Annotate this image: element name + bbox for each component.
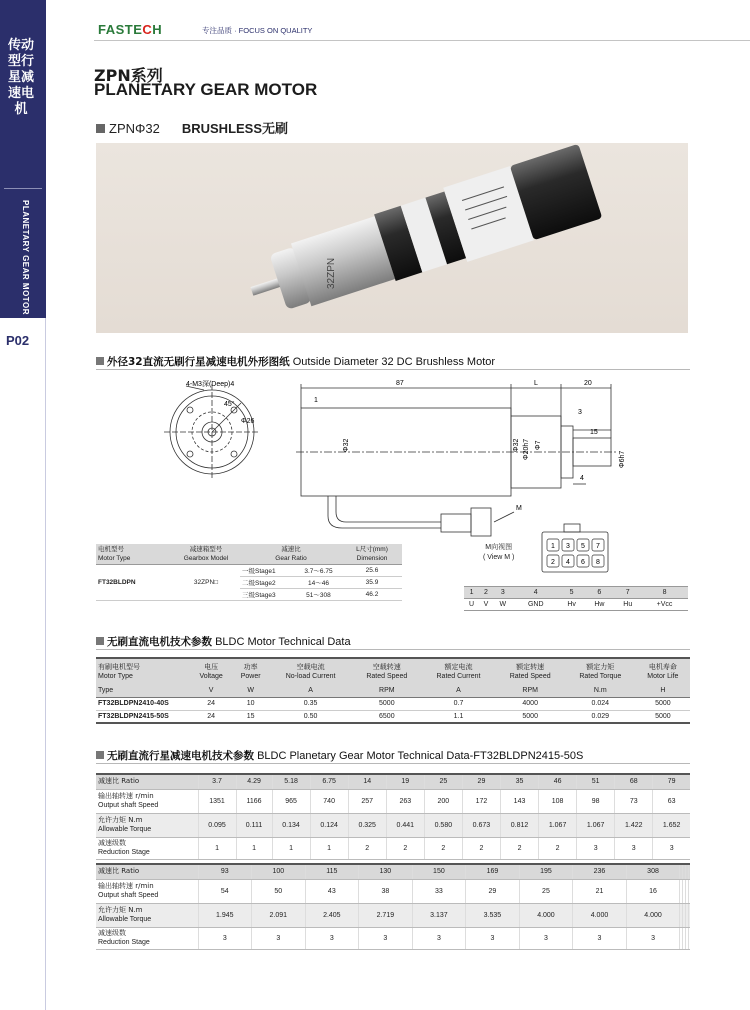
pin-label: 3 [566,543,570,550]
data-cell: 54 [198,879,252,903]
view-title-cn: M向视图 [485,544,513,551]
data-cell: 5.18 [272,774,310,789]
slogan: 专注品质 · FOCUS ON QUALITY [202,26,313,35]
header-cn: 电机型号 [98,546,124,553]
row-label-cn: 允许力矩 N.m [98,816,143,824]
header-cn: 有刷电机型号 [98,663,140,671]
data-cell: 50 [252,879,306,903]
data-cell: 2.405 [305,903,359,927]
data-cell: 169 [466,864,520,879]
data-cell: 24 [190,697,232,710]
header-en: Rated Speed [509,672,551,680]
tech-section-rule [96,649,690,650]
data-cell: 0.024 [565,697,636,710]
data-cell: 0.111 [236,813,272,837]
view-title-en: ( View M ) [483,554,515,561]
data-cell: 0.134 [272,813,310,837]
data-cell: 1351 [198,789,236,813]
header-en: Dimension [356,555,388,562]
data-cell: FT32BLDPN2410-40S [96,697,190,710]
gear-title-cn: 无刷直流行星减速电机技术参数 [107,750,254,762]
table-row [96,927,690,949]
data-cell: 6.75 [310,774,348,789]
unit-cell: A [421,684,495,697]
data-cell: 3 [198,927,252,949]
row-label-en: Allowable Torque [98,826,152,833]
pin-label: 8 [596,559,600,566]
header-cn: 空载电流 [296,663,325,671]
pin-label: 1 [551,543,555,550]
data-cell: 10 [232,697,269,710]
data-cell: 0.441 [386,813,424,837]
dim-d32a: Φ32 [343,438,350,452]
series-title-en: PLANETARY GEAR MOTOR [94,80,318,99]
header-en: Rated Torque [579,672,622,680]
series-title-cn: ZPN系列 [94,66,163,85]
dim-d32b: Φ32 [513,438,520,452]
data-cell: 4.29 [236,774,272,789]
table-row [96,565,402,577]
model-type: BRUSHLESS无刷 [181,121,289,136]
data-cell: 3 [359,927,413,949]
header-en: Motor Type [98,555,131,562]
data-cell: 2 [462,837,500,859]
table-row [96,864,690,879]
pin-label: 6 [581,559,585,566]
pin-number: 7 [614,587,641,599]
table-row [96,879,690,903]
data-cell: 33 [412,879,466,903]
pin-number: 5 [559,587,584,599]
data-cell: 3 [577,837,615,859]
pin-label: 2 [551,559,555,566]
pin-signal: W [493,599,513,611]
data-cell: 3 [252,927,306,949]
tech-title-en: BLDC Motor Technical Data [215,636,351,648]
data-cell: 308 [626,864,680,879]
gearbox-cell: 32ZPN□ [172,565,240,601]
dim-d7: Φ7 [535,440,542,450]
row-label-en: Output shaft Speed [98,892,159,899]
data-cell: 2 [424,837,462,859]
data-cell: 2 [539,837,577,859]
unit-cell: RPM [496,684,565,697]
data-cell: 4000 [496,697,565,710]
header-cn: 电压 [204,663,219,671]
dim-4: 4 [580,475,584,482]
data-cell: 73 [615,789,653,813]
data-cell: 35 [500,774,538,789]
data-cell: 0.029 [565,710,636,723]
row-label [96,927,198,949]
dim-pcd: Φ26 [241,418,255,425]
data-cell: 0.812 [500,813,538,837]
data-cell: 5000 [636,710,690,723]
data-cell: 4.000 [626,903,680,927]
dim-mount: 4-M3深(Deep)4 [186,381,235,388]
data-cell: 98 [577,789,615,813]
header-en: No-load Current [285,672,336,680]
data-cell: 4.000 [573,903,627,927]
model-name: ZPNΦ32 [109,121,160,136]
data-cell: 2 [386,837,424,859]
pin-number: 8 [641,587,688,599]
header-cn: 减速比 [281,546,301,553]
data-cell: 0.35 [269,697,352,710]
row-label-cn: 减速级数 [98,929,126,937]
pin-label: 4 [566,559,570,566]
data-cell: 2.719 [359,903,413,927]
data-cell: 79 [653,774,690,789]
row-label-en: Reduction Stage [98,939,150,946]
data-cell: 740 [310,789,348,813]
page-number: P02 [6,333,30,348]
data-cell: 14 [348,774,386,789]
data-cell: 143 [500,789,538,813]
table-row [96,774,690,789]
data-cell: 68 [615,774,653,789]
dim-cell: 46.2 [342,589,402,601]
row-label [96,837,198,859]
data-cell: 1.1 [421,710,495,723]
data-cell: 5000 [352,697,421,710]
data-cell: 29 [466,879,520,903]
data-cell: 51 [577,774,615,789]
product-photo [96,143,688,333]
data-cell: 150 [412,864,466,879]
data-cell: 29 [462,774,500,789]
data-cell: 1.422 [615,813,653,837]
data-cell: 2 [500,837,538,859]
row-label-cn: 减速级数 [98,839,126,847]
data-cell: 0.095 [198,813,236,837]
data-cell: 5000 [496,710,565,723]
logo-text-mid: C [142,22,153,37]
dim-15: 15 [590,429,598,436]
header-rule [94,40,750,41]
pin-number: 1 [464,587,479,599]
table-row [96,837,690,859]
data-cell: 1 [198,837,236,859]
data-cell: 3 [573,927,627,949]
data-cell: 965 [272,789,310,813]
sidebar-rule [45,318,46,1010]
data-cell: 200 [424,789,462,813]
data-cell: 1 [310,837,348,859]
logo-text-left: FASTE [98,22,143,37]
data-cell: 2 [348,837,386,859]
brand-logo [98,22,162,37]
unit-cell: A [269,684,352,697]
tech-title-cn: 无刷直流电机技术参数 [107,636,212,648]
data-cell: 1166 [236,789,272,813]
drawing-section-title [96,354,495,369]
pin-signal: U [464,599,479,611]
data-cell: 236 [573,864,627,879]
photo-label: 32ZPN [326,257,337,289]
data-cell: 15 [232,710,269,723]
gear-data-table-2 [96,863,690,950]
data-cell: 3 [412,927,466,949]
dim-cell: 25.6 [342,565,402,577]
row-label [96,864,198,879]
pin-signal: Hu [614,599,641,611]
data-cell: 3.7 [198,774,236,789]
table-row [96,903,690,927]
row-label-cn: 输出轴转速 r/min [98,792,154,800]
dim-1: 1 [314,397,318,404]
pin-signal: V [479,599,493,611]
sidebar [0,0,46,1010]
motor-type-cell: FT32BLDPN [96,565,172,601]
pin-table [464,586,688,611]
data-cell: 0.50 [269,710,352,723]
data-cell: 16 [626,879,680,903]
data-cell: 5000 [636,697,690,710]
data-cell: 2.091 [252,903,306,927]
row-label-cn: 输出轴转速 r/min [98,882,154,890]
dim-87: 87 [396,380,404,387]
stage-cell: 二级Stage2 [240,577,295,589]
data-cell: 3 [626,927,680,949]
gear-ratio-table [96,544,402,601]
data-cell: 21 [573,879,627,903]
dim-angle: 45° [224,401,235,408]
pin-signal: Hv [559,599,584,611]
pin-signal: +Vcc [641,599,688,611]
header-en: Motor Type [98,672,133,680]
table-header-row [96,544,402,565]
row-label [96,879,198,903]
data-cell: 115 [305,864,359,879]
drawing-title-cn: 外径32直流无刷行星减速电机外形图纸 [107,356,290,368]
data-cell: 1.067 [577,813,615,837]
data-cell: 0.124 [310,813,348,837]
data-cell: 3 [615,837,653,859]
pin-number: 3 [493,587,513,599]
data-cell: 0.580 [424,813,462,837]
data-cell [688,879,690,903]
dim-3: 3 [578,409,582,416]
sidebar-en-title: PLANETARY GEAR MOTOR [21,200,30,316]
data-cell: 172 [462,789,500,813]
data-cell: 4.000 [519,903,573,927]
data-cell [688,903,690,927]
data-cell: 63 [653,789,690,813]
dim-cell: 35.9 [342,577,402,589]
row-label-en: Allowable Torque [98,916,152,923]
data-cell: 0.7 [421,697,495,710]
pin-number: 2 [479,587,493,599]
data-cell: 108 [539,789,577,813]
data-cell: 1.067 [539,813,577,837]
table-row [96,789,690,813]
row-label [96,813,198,837]
row-label [96,789,198,813]
square-bullet-icon [96,751,104,759]
header-en: Rated Speed [366,672,408,680]
sidebar-divider [4,188,42,189]
data-cell: 38 [359,879,413,903]
unit-cell: V [190,684,232,697]
row-label-cn: 减速比 Ratio [98,867,140,876]
data-cell: 93 [198,864,252,879]
header [46,0,750,40]
data-cell [688,864,690,879]
pin-signal-row [464,599,688,611]
data-cell: 25 [424,774,462,789]
data-cell: 0.325 [348,813,386,837]
data-cell: 257 [348,789,386,813]
data-cell: 3 [519,927,573,949]
dim-20: 20 [584,380,592,387]
header-en: Gearbox Model [183,555,229,562]
drawing-section-rule [96,369,690,370]
gear-title-en: BLDC Planetary Gear Motor Technical Data-FT32BLDPN2415-50S [257,750,584,762]
ratio-cell: 51～308 [295,589,342,601]
data-cell: 1 [272,837,310,859]
header-cn: 空载转速 [372,663,401,671]
header-en: Voltage [199,672,223,680]
pin-number: 4 [513,587,559,599]
pin-label: 7 [596,543,600,550]
data-cell: 24 [190,710,232,723]
model-title [96,118,288,137]
ratio-cell: 14～46 [295,577,342,589]
table-row [96,813,690,837]
data-cell: 130 [359,864,413,879]
unit-cell: RPM [352,684,421,697]
header-en: Power [240,672,261,680]
logo-text-right: H [152,22,163,37]
row-label-en: Output shaft Speed [98,802,159,809]
motor-tech-table [96,657,690,724]
data-cell: 0.673 [462,813,500,837]
gear-section-rule [96,763,690,764]
square-bullet-icon [96,124,105,133]
pin-number-row [464,587,688,599]
data-cell: 195 [519,864,573,879]
gear-data-table-1 [96,773,690,860]
view-m-title [483,543,514,563]
unit-cell: H [636,684,690,697]
table-row [96,697,690,710]
pin-number: 6 [584,587,614,599]
header-en: Gear Ratio [275,555,307,562]
data-cell: 3.535 [466,903,520,927]
data-cell: 46 [539,774,577,789]
header-cn: 电机寿命 [648,663,677,671]
connector-icon [540,523,610,573]
gear-motor-illustration [96,143,688,333]
header-cn: 额定转速 [516,663,545,671]
data-cell: 3 [305,927,359,949]
pin-signal: Hw [584,599,614,611]
row-label [96,903,198,927]
data-cell: 263 [386,789,424,813]
connector-diagram [540,523,610,573]
dimension-drawing [96,372,690,542]
unit-cell: W [232,684,269,697]
data-cell: 1 [236,837,272,859]
dim-d20: Φ20h7 [523,438,530,460]
data-cell: 100 [252,864,306,879]
ratio-cell: 3.7～6.75 [295,565,342,577]
outline-drawing [96,372,690,542]
data-cell: 3 [466,927,520,949]
header-cn: 额定力矩 [586,663,615,671]
row-label-cn: 允许力矩 N.m [98,906,143,914]
header-cn: 功率 [243,663,258,671]
pin-label: 5 [581,543,585,550]
row-label-cn: 减速比 Ratio [98,777,140,786]
data-cell: 1.945 [198,903,252,927]
header-en: Motor Life [647,672,679,680]
square-bullet-icon [96,357,104,365]
pin-signal: GND [513,599,559,611]
data-cell: 25 [519,879,573,903]
header-cn: L尺寸(mm) [356,546,388,553]
tech-section-title [96,634,351,649]
data-cell: 1.652 [653,813,690,837]
gear-section-title [96,748,583,763]
unit-cell: Type [96,684,190,697]
header-en: Rated Current [436,672,481,680]
data-cell: 43 [305,879,359,903]
header-cn: 减速箱型号 [189,546,223,553]
data-cell: 19 [386,774,424,789]
row-label [96,774,198,789]
square-bullet-icon [96,637,104,645]
row-label-en: Reduction Stage [98,849,150,856]
sidebar-cn-title: 传动型行星减速电机 [8,38,35,117]
stage-cell: 一级Stage1 [240,565,295,577]
data-cell: 6500 [352,710,421,723]
stage-cell: 三级Stage3 [240,589,295,601]
dim-d6: Φ6h7 [619,450,626,468]
drawing-title-en: Outside Diameter 32 DC Brushless Motor [292,356,496,368]
data-cell: 3.137 [412,903,466,927]
table-row [96,710,690,723]
header-cn: 额定电流 [444,663,473,671]
table-header-row [96,658,690,684]
dim-m: M [516,505,522,512]
sidebar-panel [0,0,46,318]
data-cell: 3 [653,837,690,859]
dim-l: L [534,380,538,387]
data-cell [688,927,690,949]
unit-row [96,684,690,697]
data-cell: FT32BLDPN2415-50S [96,710,190,723]
unit-cell: N.m [565,684,636,697]
